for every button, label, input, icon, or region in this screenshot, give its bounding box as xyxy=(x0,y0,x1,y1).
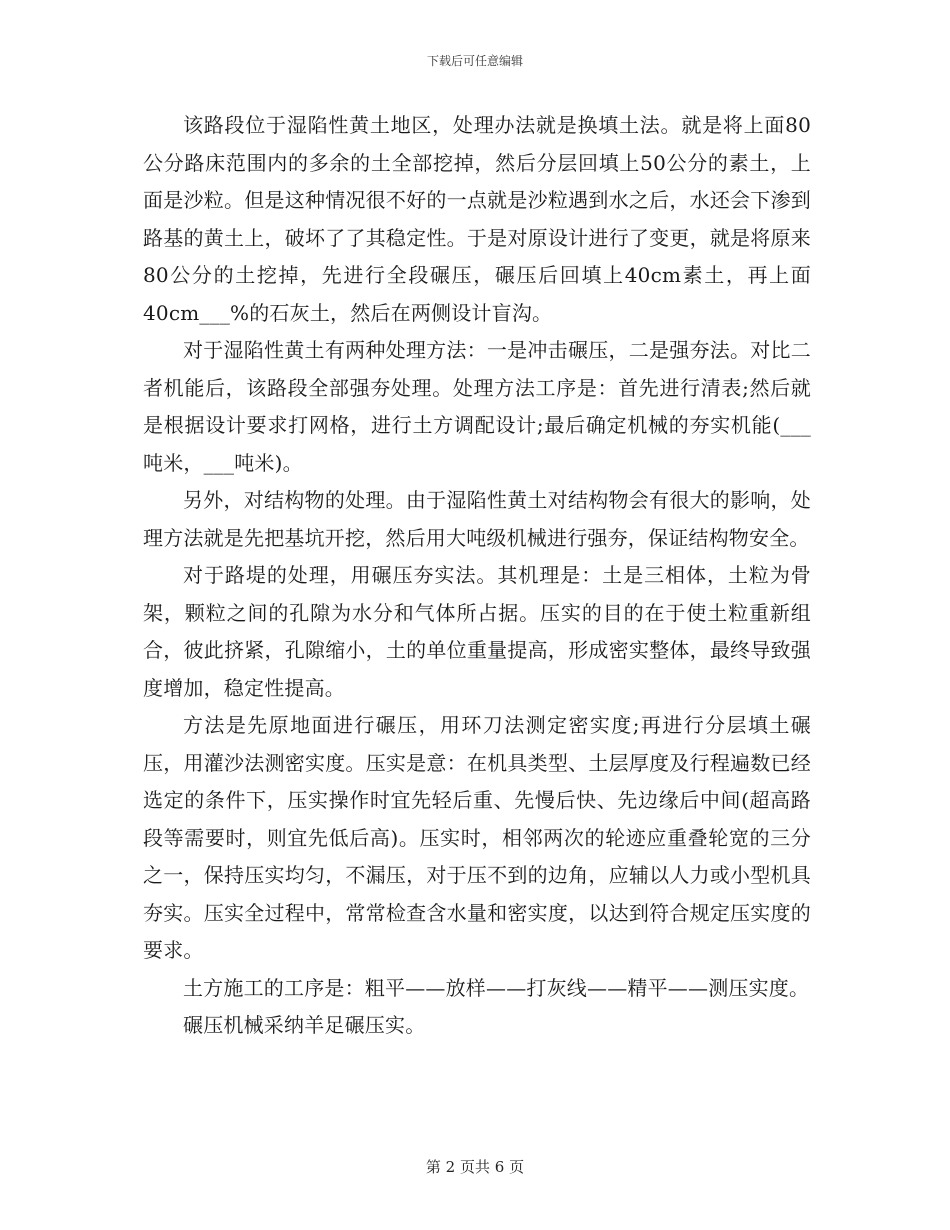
paragraph: 对于湿陷性黄土有两种处理方法：一是冲击碾压，二是强夯法。对比二者机能后，该路段全部强夯处理。处理方法工序是：首先进行清表;然后就是根据设计要求打网格，进行土方调配设计;最后确定机械的夯实机能(___吨米，___吨米)。 xyxy=(143,338,811,475)
document-body xyxy=(143,107,811,1045)
paragraph: 方法是先原地面进行碾压，用环刀法测定密实度;再进行分层填土碾压，用灌沙法测密实度。压实是意：在机具类型、土层厚度及行程遍数已经选定的条件下，压实操作时宜先轻后重、先慢后快、先边缘后中间(超高路段等需要时，则宜先低后高)。压实时，相邻两次的轮迹应重叠轮宽的三分之一，保持压实均匀，不漏压，对于压不到的边角，应辅以人力或小型机具夯实。压实全过程中，常常检查含水量和密实度，以达到符合规定压实度的要求。 xyxy=(143,713,811,962)
page-number: 第 2 页共 6 页 xyxy=(425,1158,525,1176)
paragraph: 该路段位于湿陷性黄土地区，处理办法就是换填土法。就是将上面80公分路床范围内的多余的土全部挖掉，然后分层回填上50公分的素土，上面是沙粒。但是这种情况很不好的一点就是沙粒遇到水之后，水还会下渗到路基的黄土上，破坏了了其稳定性。于是对原设计进行了变更，就是将原来80公分的土挖掉，先进行全段碾压，碾压后回填上40cm素土，再上面40cm___%的石灰土，然后在两侧设计盲沟。 xyxy=(143,113,811,325)
paragraph: 对于路堤的处理，用碾压夯实法。其机理是：土是三相体，土粒为骨架，颗粒之间的孔隙为水分和气体所占据。压实的目的在于使土粒重新组合，彼此挤紧，孔隙缩小，土的单位重量提高，形成密实整体，最终导致强度增加，稳定性提高。 xyxy=(143,563,811,700)
page-header: 下载后可任意编辑 xyxy=(426,54,523,68)
paragraph: 土方施工的工序是：粗平——放样——打灰线——精平——测压实度。 xyxy=(183,975,810,1000)
paragraph: 另外，对结构物的处理。由于湿陷性黄土对结构物会有很大的影响，处理方法就是先把基坑开挖，然后用大吨级机械进行强夯，保证结构物安全。 xyxy=(143,488,811,550)
paragraph: 碾压机械采纳羊足碾压实。 xyxy=(183,1013,426,1037)
